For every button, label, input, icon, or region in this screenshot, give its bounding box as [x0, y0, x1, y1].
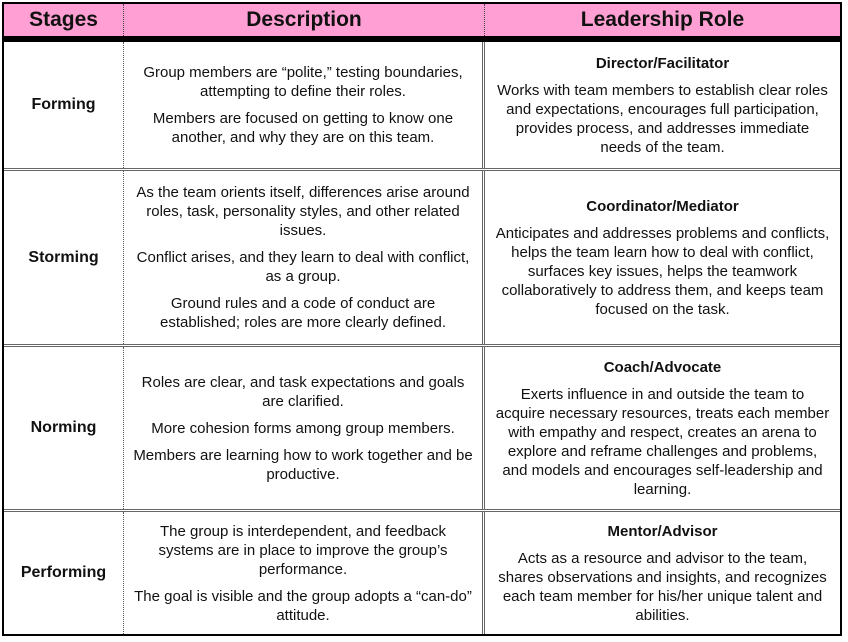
header-leadership-role: Leadership Role — [580, 8, 745, 31]
role-cell — [485, 171, 840, 344]
role-text: Works with team members to establish clear roles and expectations, encourages full participation, provides process, and addresses immediate needs of the team. — [497, 81, 828, 156]
table-row-forming — [4, 42, 840, 168]
description-cell — [124, 42, 485, 168]
stage-label: Performing — [4, 512, 124, 634]
header-stages: Stages — [4, 4, 124, 36]
role-title: Coach/Advocate — [603, 358, 722, 376]
stage-label: Forming — [4, 42, 124, 168]
role-title: Coordinator/Mediator — [586, 197, 739, 215]
role-text: Anticipates and addresses problems and conflicts, helps the team learn how to deal with conflict, surfaces key issues, helps the teamwork collaboratively to address them, and keeps team focused on the task. — [495, 224, 830, 318]
description-text: Members are focused on getting to know one another, and why they are on this team. — [152, 110, 454, 146]
description-text: More cohesion forms among group members. — [151, 419, 455, 437]
role-text: Acts as a resource and advisor to the team, shares observations and insights, and recognizes each team member for his/her unique talent and abilities. — [498, 549, 827, 624]
description-text: Members are learning how to work together and be productive. — [133, 446, 473, 483]
table-row-performing — [4, 509, 840, 634]
table-header — [4, 4, 840, 37]
table-row-storming — [4, 168, 840, 344]
stage-label: Storming — [4, 171, 124, 344]
role-title: Mentor/Advisor — [607, 522, 718, 540]
description-text: Group members are “polite,” testing boundaries, attempting to define their roles. — [143, 64, 463, 100]
stage-label: Norming — [4, 347, 124, 509]
description-text: The group is interdependent, and feedback systems are in place to improve the group’s performance. — [158, 522, 448, 578]
description-cell — [124, 171, 485, 344]
description-text: Roles are clear, and task expectations and goals are clarified. — [141, 373, 465, 410]
description-cell — [124, 347, 485, 509]
role-cell — [485, 347, 840, 509]
role-cell — [485, 512, 840, 634]
role-title: Director/Facilitator — [595, 54, 730, 72]
header-description: Description — [124, 4, 485, 36]
description-text: The goal is visible and the group adopts a “can-do” attitude. — [134, 587, 472, 624]
table-row-norming — [4, 344, 840, 509]
description-text: Ground rules and a code of conduct are established; roles are more clearly defined. — [160, 295, 446, 331]
description-text: As the team orients itself, differences arise around roles, task, personality styles, and other related issues. — [136, 184, 470, 239]
description-cell — [124, 512, 485, 634]
stages-table — [2, 2, 842, 636]
role-cell — [485, 42, 840, 168]
role-text: Exerts influence in and outside the team to acquire necessary resources, treats each member with empathy and respect, creates an arena to explore and reframe challenges and problems, and models and encourages self-leadership and learning. — [495, 385, 830, 498]
description-text: Conflict arises, and they learn to deal with conflict, as a group. — [136, 249, 470, 285]
